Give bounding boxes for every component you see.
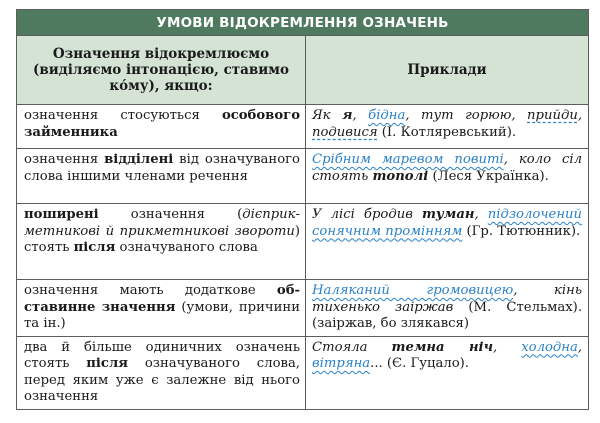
text-segment: означуваного слова <box>115 240 258 255</box>
condition-cell <box>17 336 306 409</box>
example-cell <box>306 105 589 149</box>
text-segment: підзолочений сонячним промінням <box>312 207 583 239</box>
text-segment: Наляканий громовицею <box>312 283 514 298</box>
text-segment: (Леся Українка). <box>428 168 549 184</box>
text-segment: туман <box>421 207 475 222</box>
header-line: ко́му), якщо: <box>109 78 213 94</box>
text-segment: , <box>577 339 583 355</box>
example-cell <box>306 280 589 337</box>
text-segment: темна ніч <box>391 339 493 355</box>
text-segment: , <box>352 108 369 123</box>
column-header-examples: Приклади <box>306 36 589 105</box>
header-line: (виділяємо інтонацією, ставимо <box>32 62 290 78</box>
condition-cell <box>17 280 306 337</box>
text-segment: особового займенника <box>24 108 300 140</box>
condition-cell <box>17 149 306 204</box>
text-segment: бідна <box>368 108 406 123</box>
rules-table <box>16 9 589 410</box>
header-line: Означення відокремлюємо <box>52 46 270 62</box>
text-segment: ) стоять <box>24 223 300 255</box>
text-segment: обставинне значення <box>24 283 300 315</box>
text-segment: холодна <box>521 339 578 355</box>
table-row <box>17 149 589 204</box>
text-segment: означення <box>24 152 105 167</box>
table-row <box>17 280 589 337</box>
text-segment: , <box>474 207 488 222</box>
text-segment: після <box>73 240 116 255</box>
text-segment: поширені <box>24 207 99 222</box>
text-segment: , кінь тихенько заіржав <box>312 283 583 315</box>
text-segment: віддiлені <box>104 152 174 167</box>
text-segment: від означуваного слова іншими членами речення <box>24 152 300 184</box>
text-segment: тополі <box>372 168 429 184</box>
text-segment: , тут горюю, <box>405 108 528 123</box>
text-segment: (Гр. Тютюнник). <box>462 223 581 239</box>
condition-cell <box>17 105 306 149</box>
text-segment: Срібним маревом повиті <box>312 152 504 167</box>
column-header-conditions <box>17 36 306 105</box>
condition-cell <box>17 204 306 280</box>
example-cell <box>306 204 589 280</box>
text-segment: означуваного слова, перед яким уже є залежне від нього означення <box>24 356 300 404</box>
table-row <box>17 336 589 409</box>
table-title: УМОВИ ВІДОКРЕМЛЕННЯ ОЗНАЧЕНЬ <box>17 10 589 36</box>
text-segment: я <box>342 108 353 123</box>
rules-table-container <box>16 9 588 410</box>
text-segment: Стояла <box>312 339 392 355</box>
example-cell <box>306 336 589 409</box>
text-segment: означення мають додаткове <box>24 283 277 298</box>
text-segment: подивися <box>312 124 378 140</box>
text-segment: , <box>577 108 583 123</box>
text-segment: (М. Стельмах). (заіржав, бо злякався) <box>312 299 583 331</box>
example-cell <box>306 149 589 204</box>
text-segment: (І. Котляревський). <box>377 124 517 140</box>
text-segment: У лісі бродив <box>312 207 422 222</box>
text-segment: вітряна <box>312 356 371 371</box>
text-segment: означення стосуються <box>24 108 222 123</box>
text-segment: (умови, причини та ін.) <box>24 299 300 331</box>
text-segment: прийди <box>527 108 578 123</box>
text-segment: ... (Є. Гуцало). <box>370 356 469 371</box>
text-segment: означення ( <box>98 207 243 222</box>
table-row <box>17 204 589 280</box>
text-segment: два й більше одиничних означень стоять <box>24 339 300 371</box>
text-segment: дієприкметникові й прикметникові звороти <box>24 207 300 239</box>
text-segment: Як <box>312 108 342 123</box>
table-row <box>17 105 589 149</box>
text-segment: , <box>493 339 522 355</box>
text-segment: після <box>86 356 128 371</box>
text-segment: , коло сіл стоять <box>312 152 583 184</box>
